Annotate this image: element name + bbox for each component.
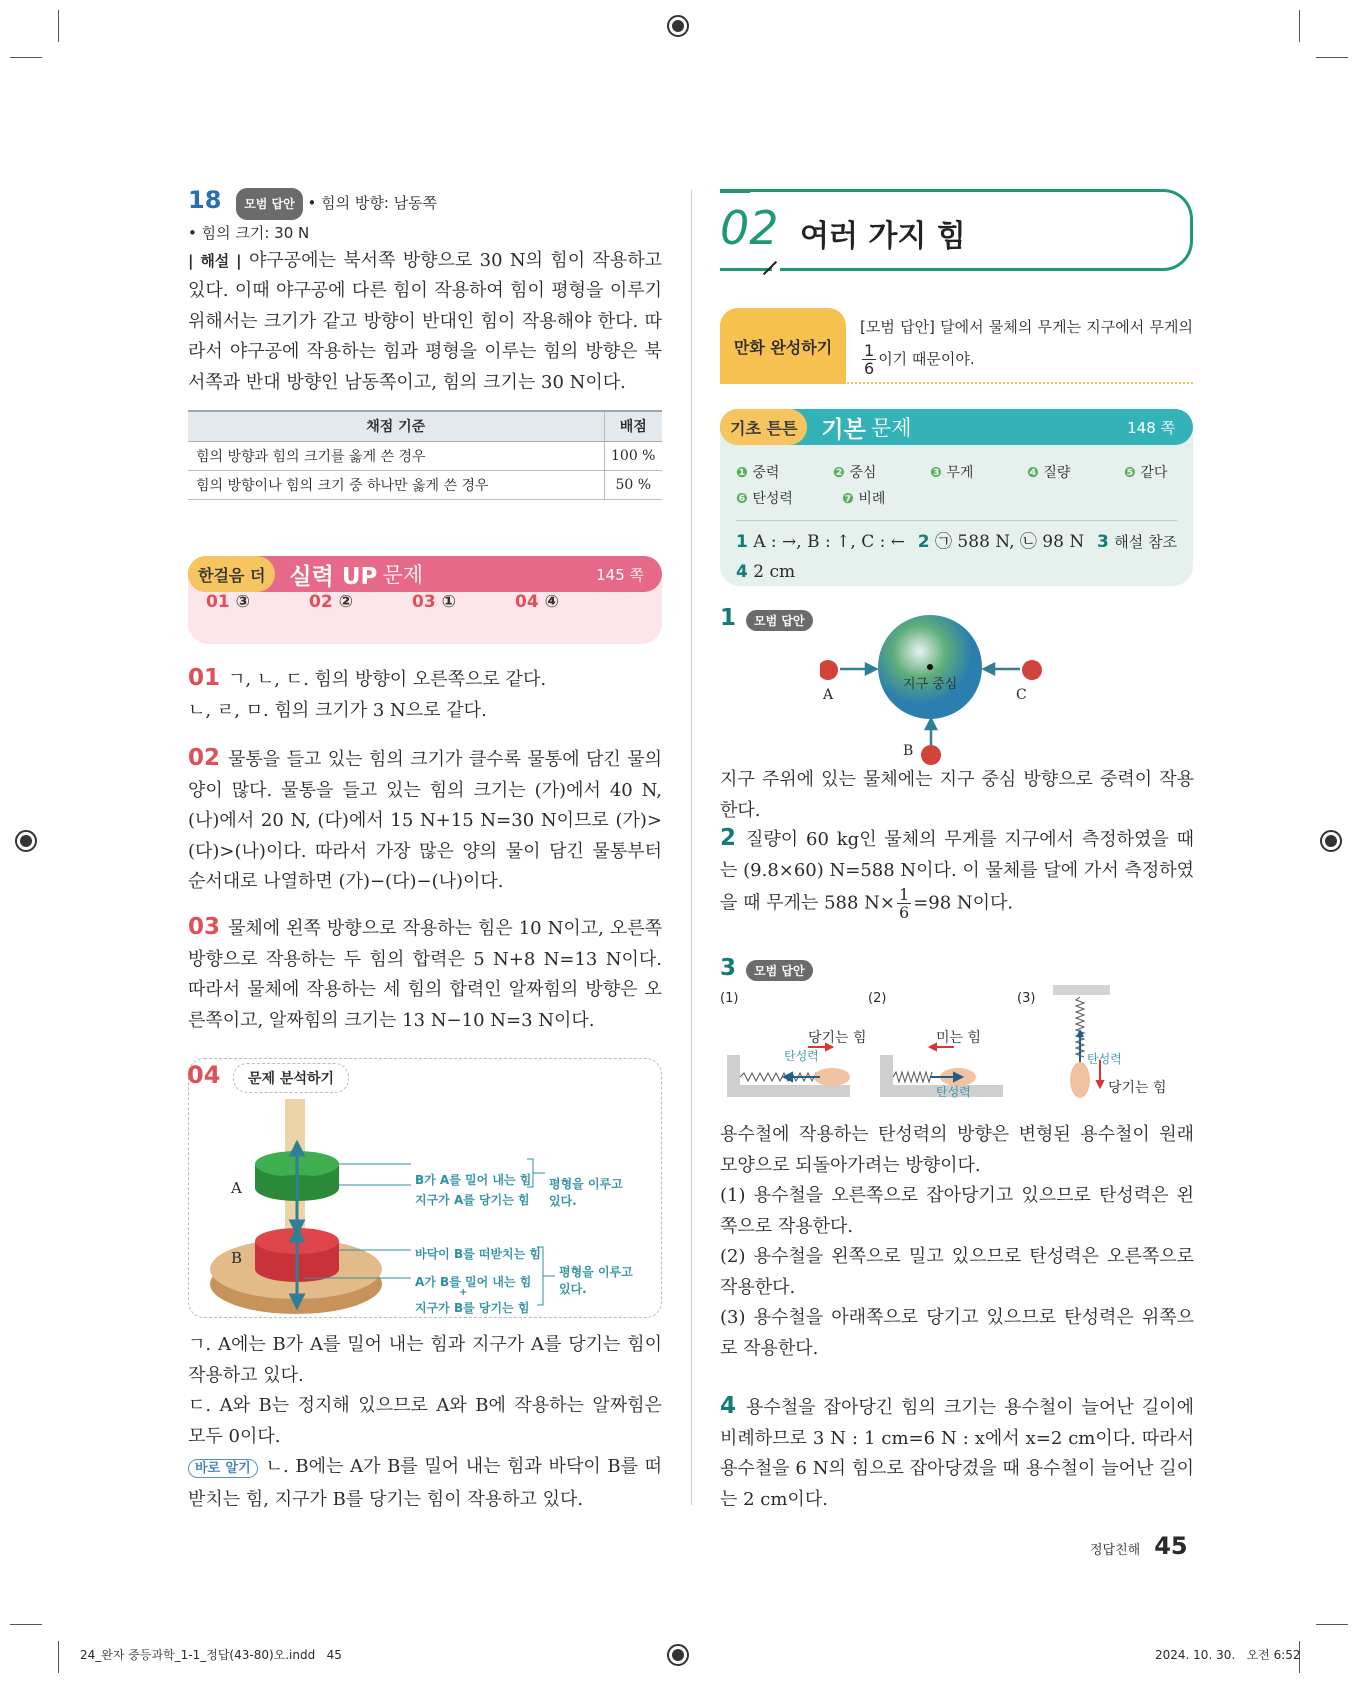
r4-section <box>720 1391 1194 1515</box>
r3-line: (3) 용수철을 아래쪽으로 당기고 있으므로 탄성력은 위쪽으로 작용한다. <box>720 1307 1194 1359</box>
e04-line: ㄴ. B에는 A가 B를 밀어 내는 힘과 바닥이 B를 떠받치는 힘, 지구가 B를 당기는 힘이 작용하고 있다. <box>188 1456 662 1510</box>
basic-tag: 기초 튼튼 <box>720 409 807 445</box>
force-label: 바닥이 B를 떠받치는 힘 <box>415 1247 542 1261</box>
registration-mark <box>1320 830 1342 852</box>
analysis-title: 문제 분석하기 <box>233 1063 349 1093</box>
table-row <box>188 470 662 499</box>
panel-label: (3) <box>1017 991 1036 1006</box>
up-header-bar <box>188 556 662 592</box>
basic-answer: 2 ㉠ 588 N, ㉡ 98 N <box>917 532 1085 552</box>
push-force-label: 미는 힘 <box>936 1030 982 1046</box>
page-label: 정답친해 <box>1090 1543 1141 1558</box>
e02 <box>188 743 662 898</box>
up-page: 145 쪽 <box>596 565 644 584</box>
crop-mark <box>10 57 42 58</box>
e01-line: ㄴ, ㄹ, ㅁ. 힘의 크기가 3 N으로 같다. <box>188 699 487 721</box>
crop-mark <box>58 1641 59 1673</box>
q18-explanation: 야구공에는 북서쪽 방향으로 30 N의 힘이 작용하고 있다. 이때 야구공에 다른 힘이 작용하여 힘이 평형을 이루기 위해서는 크기가 같고 방향이 반대인 힘이 작용해야 한다. 따라서 야구공에 작용하는 힘과 평형을 이루는 힘의 방향은 북서쪽과 반대 방향인 남동쪽이고, 힘의 크기는 30 N이다. <box>188 249 662 393</box>
r4-text: 용수철을 잡아당긴 힘의 크기는 용수철이 늘어난 길이에 비례하므로 3 N : 1 cm=6 N : x에서 x=2 cm이다. 따라서 용수철을 6 N의 힘으로 잡아당겼을 때 용수철이 늘어난 길이는 2 cm이다. <box>720 1397 1194 1510</box>
e01 <box>188 663 662 726</box>
force-label: 지구가 B를 당기는 힘 <box>415 1301 530 1315</box>
model-answer-badge: 모범 답안 <box>236 188 303 220</box>
e01-number: 01 <box>188 665 221 691</box>
r3-line: (1) 용수철을 오른쪽으로 잡아당기고 있으므로 탄성력은 왼쪽으로 작용한다. <box>720 1185 1194 1237</box>
crop-mark <box>10 1624 42 1625</box>
e04-number: 04 <box>187 1061 221 1089</box>
crop-mark <box>1316 1624 1348 1625</box>
force-label: A가 B를 밀어 내는 힘 <box>415 1275 532 1289</box>
basic-answer: 3 해설 참조 <box>1097 532 1177 552</box>
analysis-box <box>188 1058 662 1318</box>
column-divider <box>691 190 692 1505</box>
blank-answer: ❺ 같다 <box>1124 465 1168 481</box>
up-title-bold: 실력 UP <box>289 563 378 590</box>
table-header: 채점 기준 <box>188 411 604 441</box>
panel-label: (2) <box>868 991 887 1006</box>
basic-answers-box <box>720 426 1193 586</box>
e04-line: ㄱ. A에는 B가 A를 밀어 내는 힘과 지구가 A를 당기는 힘이 작용하고 있다. <box>188 1334 662 1386</box>
chapter-title: 여러 가지 힘 <box>800 219 966 254</box>
table-row <box>188 441 662 470</box>
pull-force-label: 당기는 힘 <box>808 1030 867 1046</box>
e03 <box>188 912 662 1036</box>
e01-line: ㄱ, ㄴ, ㄷ. 힘의 방향이 오른쪽으로 같다. <box>228 669 547 690</box>
elastic-force-label: 탄성력 <box>784 1049 819 1063</box>
page-number <box>1090 1532 1188 1560</box>
panel-label: (1) <box>720 991 739 1006</box>
scoring-table <box>188 410 662 500</box>
up-answer: 04 ④ <box>515 592 559 612</box>
e02-number: 02 <box>188 745 221 771</box>
crop-mark <box>1316 57 1348 58</box>
model-answer-badge: 모범 답안 <box>746 610 813 631</box>
ring-label-b: B <box>231 1249 243 1267</box>
blank-answer: ❻ 탄성력 <box>736 491 793 507</box>
table-cell: 50 % <box>604 470 662 499</box>
r3-text <box>720 1120 1194 1364</box>
equilibrium-label: 평형을 이루고 있다. <box>559 1265 633 1296</box>
r1-number: 1 <box>720 605 737 631</box>
plus-label: + <box>459 1287 468 1298</box>
up-title: 문제 <box>382 563 424 587</box>
q18-section <box>188 186 662 500</box>
table-header: 배점 <box>604 411 662 441</box>
r3-diagram <box>720 955 1194 1125</box>
manhwa-tag: 만화 완성하기 <box>720 308 846 384</box>
registration-mark <box>667 15 689 37</box>
registration-mark <box>667 1644 689 1666</box>
basic-page: 148 쪽 <box>1127 418 1175 437</box>
r3-line: 용수철에 작용하는 탄성력의 방향은 변형된 용수철이 원래 모양으로 되돌아가려는 방향이다. <box>720 1124 1194 1176</box>
chapter-header <box>720 189 1193 271</box>
table-cell: 100 % <box>604 441 662 470</box>
force-label: B가 A를 밀어 내는 힘 <box>415 1173 532 1187</box>
footer-date: 2024. 10. 30. 오전 6:52 <box>1155 1648 1301 1662</box>
r2-number: 2 <box>720 825 737 851</box>
earth-center-label: 지구 중심 <box>903 677 958 692</box>
q18-magnitude: • 힘의 크기: 30 N <box>188 223 310 242</box>
ball-label-a: A <box>823 687 834 703</box>
table-cell: 힘의 방향과 힘의 크기를 옳게 쓴 경우 <box>188 441 604 470</box>
fraction-numerator: 1 <box>899 885 910 904</box>
table-cell: 힘의 방향이나 힘의 크기 중 하나만 옳게 쓴 경우 <box>188 470 604 499</box>
ball-label-b: B <box>903 743 914 759</box>
registration-mark <box>15 830 37 852</box>
e04-explanation <box>188 1330 662 1515</box>
q18-number: 18 <box>188 186 222 214</box>
basic-answer: 4 2 cm <box>736 562 796 582</box>
fraction-denominator: 6 <box>899 903 910 922</box>
blank-answer: ❶ 중력 <box>736 465 780 481</box>
model-answer-badge: 모범 답안 <box>746 960 813 981</box>
elastic-force-label: 탄성력 <box>936 1085 971 1099</box>
footer-filename: 24_완자 중등과학_1-1_정답(43-80)오.indd 45 <box>80 1648 342 1662</box>
blank-answer: ❸ 무게 <box>930 465 974 481</box>
pull-force-label: 당기는 힘 <box>1108 1080 1167 1096</box>
equilibrium-label: 평형을 이루고 있다. <box>549 1177 623 1208</box>
manhwa-section <box>720 308 1193 384</box>
blank-answer: ❼ 비례 <box>842 491 886 507</box>
r2-text: =98 N이다. <box>913 892 1014 914</box>
r2-text: 질량이 60 kg인 물체의 무게를 지구에서 측정하였을 때는 (9.8×60) N=588 N이다. 이 물체를 달에 가서 측정하였을 때 무게는 588 N× <box>720 829 1194 914</box>
r4-number: 4 <box>720 1393 737 1419</box>
basic-header-bar <box>720 409 1193 445</box>
q18-direction: • 힘의 방향: 남동쪽 <box>307 194 438 212</box>
blank-answer: ❷ 중심 <box>833 465 877 481</box>
basic-title: 문제 <box>870 416 912 440</box>
crop-mark <box>58 10 59 42</box>
up-answer: 01 ③ <box>206 592 250 612</box>
e04-line: ㄷ. A와 B는 정지해 있으므로 A와 B에 작용하는 알짜힘은 모두 0이다. <box>188 1395 662 1447</box>
basic-title-bold: 기본 <box>821 416 866 443</box>
r3-line: (2) 용수철을 왼쪽으로 밀고 있으므로 탄성력은 오른쪽으로 작용한다. <box>720 1246 1194 1298</box>
up-answer: 03 ① <box>412 592 456 612</box>
e03-text: 물체에 왼쪽 방향으로 작용하는 힘은 10 N이고, 오른쪽 방향으로 작용하는 두 힘의 합력은 5 N+8 N=13 N이다. 따라서 물체에 작용하는 세 힘의 합력인 알짜힘의 방향은 오른쪽이고, 알짜힘의 크기는 13 N−10 N=3 N이다. <box>188 918 662 1031</box>
r2-section <box>720 823 1194 921</box>
force-label: 지구가 A를 당기는 힘 <box>415 1193 530 1207</box>
up-tag: 한걸음 더 <box>188 556 275 592</box>
ring-label-a: A <box>231 1179 242 1197</box>
chapter-number: 02 <box>720 201 779 255</box>
r1-text: 지구 주위에 있는 물체에는 지구 중심 방향으로 중력이 작용한다. <box>720 769 1194 821</box>
manhwa-text: 이기 때문이야. <box>878 350 975 368</box>
crop-mark <box>1299 10 1300 42</box>
r3-number: 3 <box>720 955 737 981</box>
basic-answer: 1 A : →, B : ↑, C : ← <box>736 532 905 552</box>
ball-label-c: C <box>1016 687 1027 703</box>
up-answer: 02 ② <box>309 592 353 612</box>
fraction-denominator: 6 <box>864 359 875 378</box>
elastic-force-label: 탄성력 <box>1087 1052 1122 1066</box>
page-number-value: 45 <box>1154 1532 1188 1560</box>
r1-section <box>720 605 1194 765</box>
manhwa-text: [모범 답안] 달에서 물체의 무게는 지구에서 무게의 <box>860 318 1193 336</box>
blank-answer: ❹ 질량 <box>1027 465 1071 481</box>
explanation-label: | 해설 | <box>188 251 242 270</box>
e02-text: 물통을 들고 있는 힘의 크기가 클수록 물통에 담긴 물의 양이 많다. 물통을 들고 있는 힘의 크기는 (가)에서 40 N, (나)에서 20 N, (다)에서 15 N+15 N=30 N이므로 (가)>(다)>(나)이다. 따라서 가장 많은 양의 물이 담긴 물통부터 순서대로 나열하면 (가)−(다)−(나)이다. <box>188 749 662 892</box>
fraction-numerator: 1 <box>864 341 875 360</box>
correction-badge: 바로 알기 <box>188 1459 258 1478</box>
e03-number: 03 <box>188 914 221 940</box>
